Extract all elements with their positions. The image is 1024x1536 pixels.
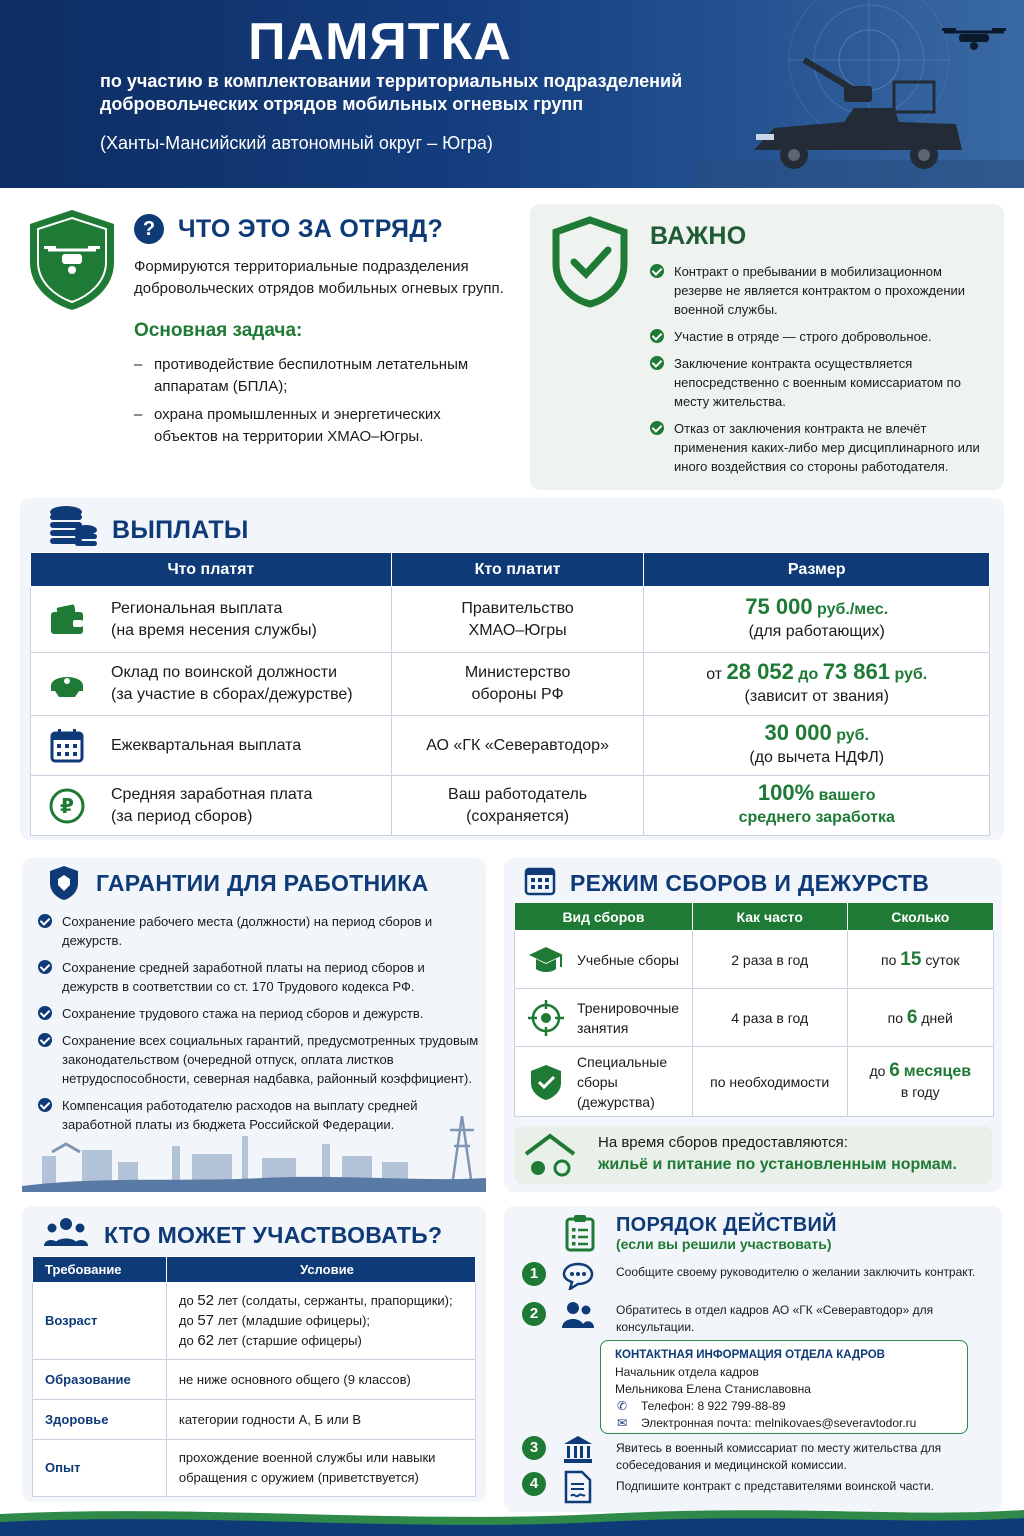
shield-icon xyxy=(48,864,80,902)
check-shield-icon xyxy=(527,1063,565,1101)
requirement-label: Опыт xyxy=(33,1440,167,1497)
graduation-cap-icon xyxy=(527,941,565,979)
requirement-condition: не ниже основного общего (9 классов) xyxy=(166,1360,475,1400)
check-icon xyxy=(38,1033,52,1047)
payment-who: АО «ГК «Северавтодор» xyxy=(391,716,644,776)
requirement-condition: прохождение военной службы или навыки обращения с оружием (приветствуется) xyxy=(166,1440,475,1497)
table-row xyxy=(31,776,990,836)
about-section xyxy=(22,200,514,480)
table-header-row xyxy=(515,903,994,931)
schedule-duration: до 6 месяцев в году xyxy=(847,1047,993,1117)
step-text-1: Сообщите своему руководителю о желании заключить контракт. xyxy=(616,1265,976,1279)
svg-text:₽: ₽ xyxy=(60,793,74,818)
payment-who: Правительство ХМАО–Югры xyxy=(391,587,644,653)
note-line-2: жильё и питание по установленным нормам. xyxy=(598,1156,957,1173)
military-cap-icon xyxy=(47,664,87,704)
list-item: Контракт о пребывании в мобилизационном резерве не является контрактом о прохождении военной службы. xyxy=(650,262,986,319)
table-row xyxy=(515,931,994,989)
list-item: Участие в отряде — строго добровольное. xyxy=(650,327,986,346)
table-row xyxy=(515,989,994,1047)
chat-icon xyxy=(562,1262,594,1290)
phone-icon: ✆ xyxy=(617,1399,628,1413)
coins-icon xyxy=(48,504,98,548)
table-row xyxy=(33,1283,476,1360)
table-header: Как часто xyxy=(692,903,847,931)
contact-email-row xyxy=(615,1415,953,1432)
table-row xyxy=(31,587,990,653)
list-item: Сохранение всех социальных гарантий, предусмотренных трудовым законодательством (очередной отпуск, оплата листков нетрудоспособности, северная надбавка, районный коэффициент). xyxy=(38,1031,484,1088)
schedule-kind: Тренировочные занятия xyxy=(515,989,693,1047)
industrial-skyline-illustration xyxy=(22,1106,486,1192)
email-icon: ✉ xyxy=(617,1416,628,1430)
check-icon xyxy=(650,356,664,370)
page-title: ПАМЯТКА xyxy=(248,13,512,71)
list-item: Отказ от заключения контракта не влечёт применения каких-либо мер дисциплинарного или иного воздействия со стороны работодателя. xyxy=(650,419,986,476)
steps-subtitle: (если вы решили участвовать) xyxy=(616,1236,832,1252)
check-icon xyxy=(38,914,52,928)
schedule-frequency: 2 раза в год xyxy=(692,931,847,989)
table-header: Кто платит xyxy=(391,553,644,587)
important-title: ВАЖНО xyxy=(650,222,747,250)
important-section xyxy=(530,204,1004,490)
requirement-condition: категории годности А, Б или В xyxy=(166,1400,475,1440)
people-icon xyxy=(44,1216,88,1250)
payments-title: ВЫПЛАТЫ xyxy=(112,516,249,544)
guarantees-title: ГАРАНТИИ ДЛЯ РАБОТНИКА xyxy=(96,870,429,896)
payments-section xyxy=(20,498,1004,840)
table-row xyxy=(31,716,990,776)
contact-email[interactable]: Электронная почта: melnikovaes@severavtodor.ru xyxy=(641,1416,917,1430)
list-item: Сохранение трудового стажа на период сборов и дежурств. xyxy=(38,1004,484,1023)
schedule-kind: Специальные сборы (дежурства) xyxy=(515,1047,693,1117)
step-number-2: 2 xyxy=(522,1302,546,1326)
table-row xyxy=(31,653,990,716)
question-icon: ? xyxy=(134,214,164,244)
table-header: Требование xyxy=(33,1257,167,1283)
table-row xyxy=(33,1440,476,1497)
page-region: (Ханты-Мансийский автономный округ – Югра) xyxy=(100,133,493,153)
schedule-section xyxy=(504,858,1002,1192)
contact-name: Мельникова Елена Станиславовна xyxy=(615,1382,811,1396)
payment-amount: от 28 052 до 73 861 руб. (зависит от звания) xyxy=(644,653,990,716)
table-header: Вид сборов xyxy=(515,903,693,931)
ruble-icon xyxy=(47,786,87,826)
calendar-icon xyxy=(524,864,556,896)
payment-amount: 30 000 руб. (до вычета НДФЛ) xyxy=(644,716,990,776)
eligibility-section xyxy=(22,1206,486,1502)
payments-table xyxy=(30,552,990,836)
table-header-row xyxy=(33,1257,476,1283)
table-row xyxy=(33,1360,476,1400)
check-icon xyxy=(650,421,664,435)
requirement-condition: до 52 лет (солдаты, сержанты, прапорщики); до 57 лет (младшие офицеры); до 62 лет (старшие офицеры) xyxy=(166,1283,475,1360)
step-text-2: Обратитесь в отдел кадров АО «ГК «Северавтодор» для консультации. xyxy=(616,1303,934,1334)
list-item: – противодействие беспилотным летательным аппаратам (БПЛА); xyxy=(134,354,504,398)
payment-what: Ежеквартальная выплата xyxy=(31,716,392,776)
check-shield-icon xyxy=(552,216,628,308)
footer-wave-decoration xyxy=(0,1504,1024,1536)
page-subtitle: по участию в комплектовании территориальных подразделений добровольческих отрядов мобильных огневых групп xyxy=(100,71,683,114)
table-header: Что платят xyxy=(31,553,392,587)
task-title: Основная задача: xyxy=(134,320,303,341)
note-line-1: На время сборов предоставляются: xyxy=(598,1134,848,1151)
step-number-1: 1 xyxy=(522,1262,546,1286)
table-header-row xyxy=(31,553,990,587)
important-list xyxy=(650,262,986,484)
list-item: Заключение контракта осуществляется непосредственно с военным комиссариатом по месту жительства. xyxy=(650,354,986,411)
steps-section xyxy=(504,1206,1002,1512)
contact-title: КОНТАКТНАЯ ИНФОРМАЦИЯ ОТДЕЛА КАДРОВ xyxy=(615,1349,885,1361)
check-icon xyxy=(650,264,664,278)
eligibility-table xyxy=(32,1256,476,1497)
house-food-icon xyxy=(522,1132,578,1180)
payment-who: Ваш работодатель (сохраняется) xyxy=(391,776,644,836)
payment-who: Министерство обороны РФ xyxy=(391,653,644,716)
contact-position: Начальник отдела кадров xyxy=(615,1365,759,1379)
table-row xyxy=(515,1047,994,1117)
payment-what: Оклад по воинской должности (за участие в сборах/дежурстве) xyxy=(31,653,392,716)
payment-what: Региональная выплата (на время несения службы) xyxy=(31,587,392,653)
schedule-frequency: 4 раза в год xyxy=(692,989,847,1047)
schedule-title: РЕЖИМ СБОРОВ И ДЕЖУРСТВ xyxy=(570,870,930,896)
accommodation-note xyxy=(514,1126,992,1184)
list-item: – охрана промышленных и энергетических объектов на территории ХМАО–Югры. xyxy=(134,404,504,448)
table-header: Условие xyxy=(166,1257,475,1283)
list-item: Компенсация работодателю расходов на выплату средней заработной платы из бюджета Российской Федерации. xyxy=(38,1096,484,1134)
contact-phone[interactable]: Телефон: 8 922 799-88-89 xyxy=(641,1399,786,1413)
schedule-frequency: по необходимости xyxy=(692,1047,847,1117)
requirement-label: Образование xyxy=(33,1360,167,1400)
hr-contact-box xyxy=(600,1340,968,1434)
wallet-icon xyxy=(47,600,87,640)
schedule-duration: по 15 суток xyxy=(847,931,993,989)
header-banner xyxy=(0,0,1024,188)
check-icon xyxy=(38,960,52,974)
document-sign-icon xyxy=(564,1470,592,1504)
step-text-3: Явитесь в военный комиссариат по месту жительства для собеседования и медицинской комиссии. xyxy=(616,1441,942,1472)
schedule-kind: Учебные сборы xyxy=(515,931,693,989)
guarantees-section xyxy=(22,858,486,1192)
people-icon xyxy=(562,1300,594,1330)
task-list xyxy=(134,354,504,454)
payment-amount: 100% вашего среднего заработка xyxy=(644,776,990,836)
schedule-table xyxy=(514,902,994,1117)
government-building-icon xyxy=(562,1434,594,1464)
step-number-3: 3 xyxy=(522,1436,546,1460)
drone-shield-icon xyxy=(26,208,118,312)
clipboard-icon xyxy=(564,1214,596,1252)
about-title: ЧТО ЭТО ЗА ОТРЯД? xyxy=(178,214,444,243)
check-icon xyxy=(650,329,664,343)
table-header: Сколько xyxy=(847,903,993,931)
check-icon xyxy=(38,1006,52,1020)
payment-amount: 75 000 руб./мес. (для работающих) xyxy=(644,587,990,653)
target-icon xyxy=(527,999,565,1037)
step-text-4: Подпишите контракт с представителями воинской части. xyxy=(616,1479,934,1493)
calendar-icon xyxy=(47,726,87,766)
table-row xyxy=(33,1400,476,1440)
list-item: Сохранение рабочего места (должности) на период сборов и дежурств. xyxy=(38,912,484,950)
payment-what: ₽ Средняя заработная плата (за период сборов) xyxy=(31,776,392,836)
about-text: Формируются территориальные подразделения добровольческих отрядов мобильных огневых групп. xyxy=(134,258,504,297)
contact-phone-row xyxy=(615,1398,953,1415)
list-item: Сохранение средней заработной платы на период сборов и дежурств в соответствии со ст. 170 Трудового кодекса РФ. xyxy=(38,958,484,996)
table-header: Размер xyxy=(644,553,990,587)
step-number-4: 4 xyxy=(522,1472,546,1496)
eligibility-title: КТО МОЖЕТ УЧАСТВОВАТЬ? xyxy=(104,1222,443,1248)
requirement-label: Возраст xyxy=(33,1283,167,1360)
requirement-label: Здоровье xyxy=(33,1400,167,1440)
steps-title: ПОРЯДОК ДЕЙСТВИЙ xyxy=(616,1214,837,1236)
schedule-duration: по 6 дней xyxy=(847,989,993,1047)
military-pickup-drone-illustration xyxy=(694,0,1024,188)
